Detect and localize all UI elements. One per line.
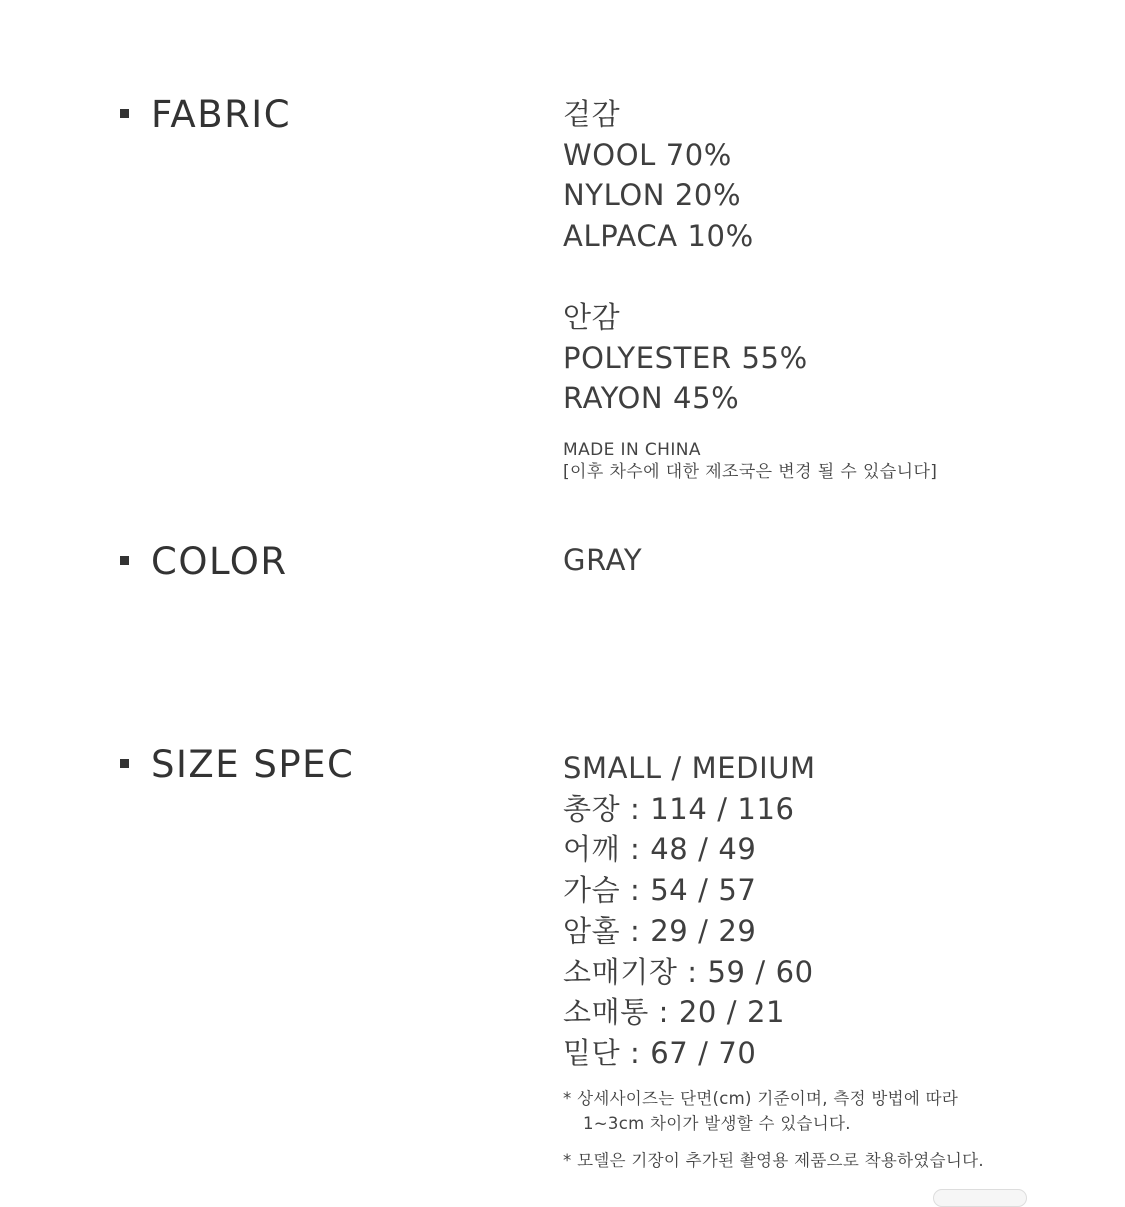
- outer-fabric-item: NYLON 20%: [563, 178, 742, 213]
- outer-fabric-item: ALPACA 10%: [563, 219, 754, 254]
- size-row: 소매통 : 20 / 21: [563, 995, 786, 1030]
- color-label: COLOR: [151, 540, 288, 583]
- size-notes: [563, 1086, 984, 1173]
- fabric-details: [563, 94, 808, 419]
- outer-fabric-label: 겉감: [563, 97, 621, 131]
- size-row: 어깨 : 48 / 49: [563, 832, 757, 867]
- fabric-heading: [120, 93, 292, 136]
- outer-fabric-item: WOOL 70%: [563, 137, 732, 172]
- lining-fabric-item: RAYON 45%: [563, 381, 740, 416]
- made-in-text: MADE IN CHINA: [563, 440, 701, 460]
- size-spec-label: SIZE SPEC: [151, 743, 355, 786]
- lining-fabric-label: 안감: [563, 299, 621, 334]
- size-row: 밑단 : 67 / 70: [563, 1035, 757, 1070]
- size-row: 총장 : 114 / 116: [563, 791, 795, 826]
- size-spec-details: [563, 748, 816, 1074]
- lining-fabric-item: POLYESTER 55%: [563, 340, 808, 375]
- color-details: [563, 540, 642, 581]
- square-bullet-icon: [120, 556, 129, 565]
- color-heading: [120, 540, 288, 583]
- size-note-line: 1~3cm 차이가 발생할 수 있습니다.: [583, 1114, 851, 1133]
- square-bullet-icon: [120, 109, 129, 118]
- origin-info: [563, 439, 937, 483]
- size-row: 가슴 : 54 / 57: [563, 873, 757, 908]
- size-header: SMALL / MEDIUM: [563, 751, 816, 785]
- fabric-label: FABRIC: [151, 93, 292, 136]
- partial-button-edge: [933, 1189, 1027, 1207]
- square-bullet-icon: [120, 759, 129, 768]
- size-row: 소매기장 : 59 / 60: [563, 954, 814, 989]
- model-note: * 모델은 기장이 추가된 촬영용 제품으로 착용하였습니다.: [563, 1151, 984, 1170]
- made-in-note: [이후 차수에 대한 제조국은 변경 될 수 있습니다]: [563, 462, 938, 482]
- size-note-line: * 상세사이즈는 단면(cm) 기준이며, 측정 방법에 따라: [563, 1089, 959, 1108]
- color-value: GRAY: [563, 543, 643, 577]
- size-spec-heading: [120, 743, 355, 786]
- size-row: 암홀 : 29 / 29: [563, 913, 757, 948]
